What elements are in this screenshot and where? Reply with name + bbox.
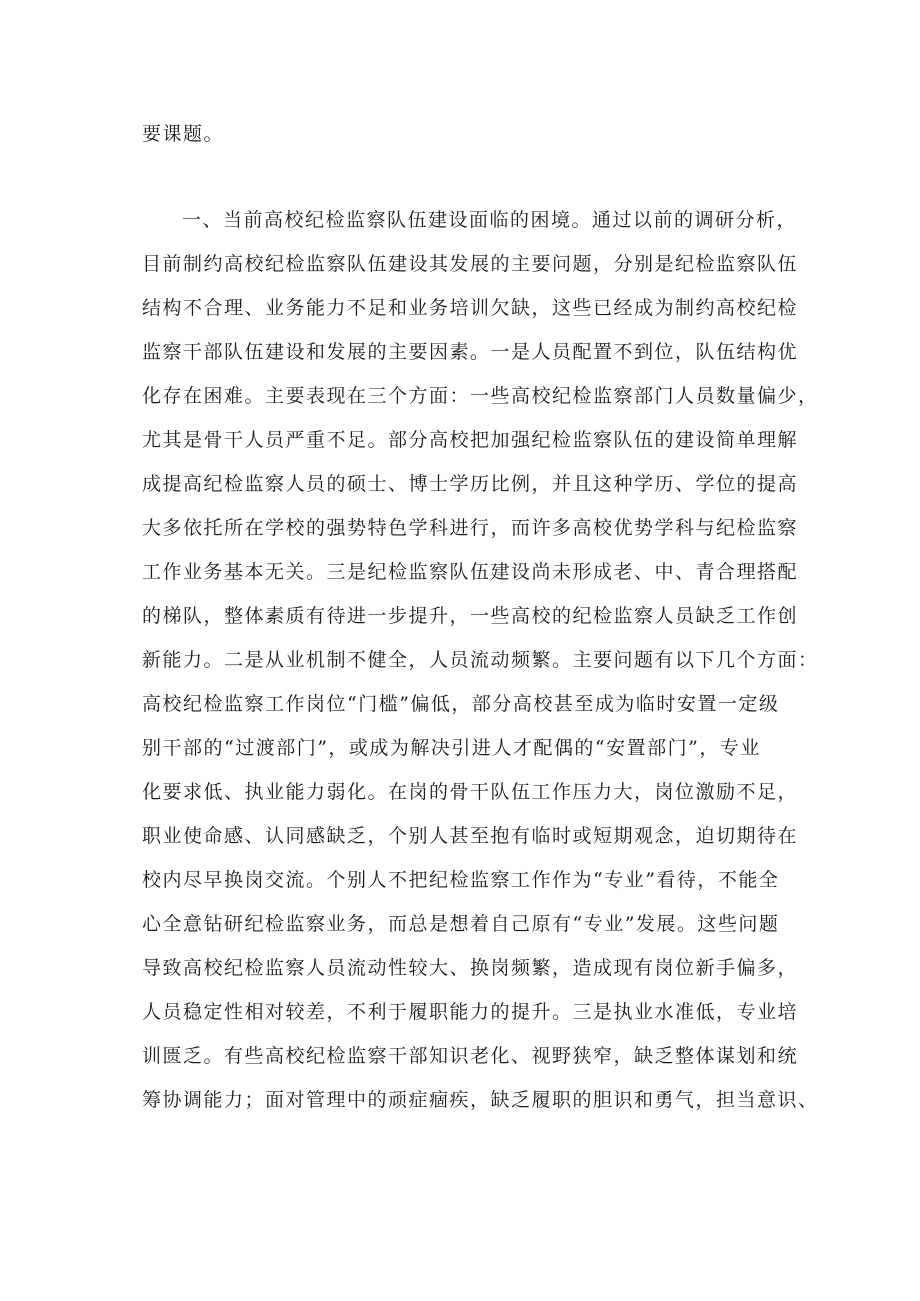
- text-line: 监察干部队伍建设和发展的主要因素。一是人员配置不到位，队伍结构优: [142, 341, 799, 363]
- text-line: 尤其是骨干人员严重不足。部分高校把加强纪检监察队伍的建设简单理解: [142, 429, 799, 451]
- paragraph-first-line: 一、当前高校纪检监察队伍建设面临的困境。通过以前的调研分析，: [182, 209, 798, 231]
- text-line: 职业使命感、认同感缺乏，个别人甚至抱有临时或短期观念，迫切期待在: [142, 825, 799, 847]
- text-line: 化存在困难。主要表现在三个方面：一些高校纪检监察部门人员数量偏少，: [142, 385, 819, 407]
- text-line: 校内尽早换岗交流。个别人不把纪检监察工作作为“专业”看待，不能全: [142, 869, 780, 891]
- text-line: 导致高校纪检监察人员流动性较大、换岗频繁，造成现有岗位新手偏多，: [142, 957, 799, 979]
- text-line: 成提高纪检监察人员的硕士、博士学历比例，并且这种学历、学位的提高: [142, 473, 799, 495]
- text-line: 大多依托所在学校的强势特色学科进行，而许多高校优势学科与纪检监察: [142, 517, 799, 539]
- text-line: 心全意钻研纪检监察业务，而总是想着自己原有“专业”发展。这些问题: [142, 913, 780, 935]
- text-line: 训匮乏。有些高校纪检监察干部知识老化、视野狭窄，缺乏整体谋划和统: [142, 1045, 799, 1067]
- paragraph-end-line: 要课题。: [142, 123, 225, 145]
- text-line: 高校纪检监察工作岗位“门槛”偏低，部分高校甚至成为临时安置一定级: [142, 693, 780, 715]
- text-line: 的梯队，整体素质有待进一步提升，一些高校的纪检监察人员缺乏工作创: [142, 605, 799, 627]
- text-line: 别干部的“过渡部门”，或成为解决引进人才配偶的“安置部门”，专业: [142, 737, 761, 759]
- document-body: [142, 112, 819, 1122]
- text-line: 工作业务基本无关。三是纪检监察队伍建设尚未形成老、中、青合理搭配: [142, 561, 799, 583]
- text-line: 目前制约高校纪检监察队伍建设其发展的主要问题，分别是纪检监察队伍: [142, 253, 799, 275]
- paragraph-gap: [142, 156, 802, 198]
- text-line: 筹协调能力；面对管理中的顽症痼疾，缺乏履职的胆识和勇气，担当意识、: [142, 1089, 819, 1111]
- text-line: 化要求低、执业能力弱化。在岗的骨干队伍工作压力大，岗位激励不足，: [142, 781, 799, 803]
- text-line: 结构不合理、业务能力不足和业务培训欠缺，这些已经成为制约高校纪检: [142, 297, 799, 319]
- text-line: 新能力。二是从业机制不健全，人员流动频繁。主要问题有以下几个方面：: [142, 649, 819, 671]
- text-line: 人员稳定性相对较差，不利于履职能力的提升。三是执业水准低，专业培: [142, 1001, 799, 1023]
